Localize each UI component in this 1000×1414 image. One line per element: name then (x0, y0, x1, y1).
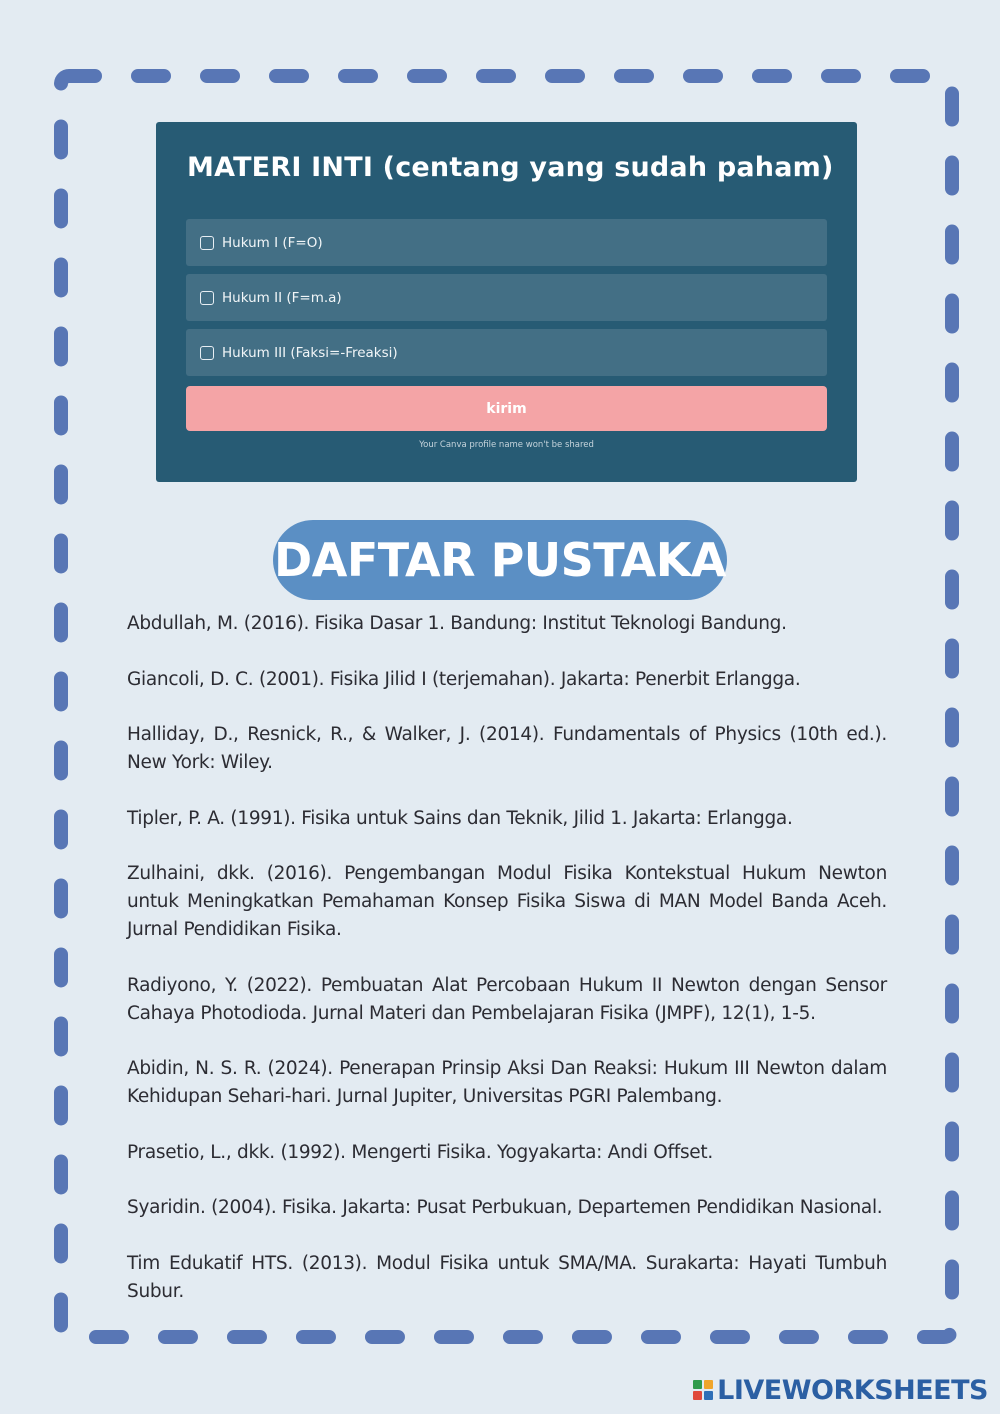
reference-item: Tipler, P. A. (1991). Fisika untuk Sains dan Teknik, Jilid 1. Jakarta: Erlangga. (127, 807, 793, 829)
reference-item: Prasetio, L., dkk. (1992). Mengerti Fisika. Yogyakarta: Andi Offset. (127, 1141, 713, 1163)
reference-item: Radiyono, Y. (2022). Pembuatan Alat Percobaan Hukum II Newton dengan Sensor Cahaya Photodioda. Jurnal Materi dan Pembelajaran Fisika (JMPF), 12(1), 1-5. (127, 974, 887, 1024)
option-hukum-2[interactable] (186, 274, 827, 321)
reference-item: Syaridin. (2004). Fisika. Jakarta: Pusat Perbukuan, Departemen Pendidikan Nasional. (127, 1197, 883, 1218)
brand-name: LIVEWORKSHEETS (717, 1374, 988, 1406)
option-hukum-1[interactable] (186, 219, 827, 266)
checkbox[interactable] (200, 291, 214, 305)
submit-button[interactable]: kirim (186, 386, 827, 431)
liveworksheets-logo[interactable] (693, 1376, 988, 1404)
option-label: Hukum II (F=m.a) (222, 289, 342, 306)
checkbox[interactable] (200, 346, 214, 360)
form-title: MATERI INTI (centang yang sudah paham) (187, 152, 834, 183)
reference-item: Zulhaini, dkk. (2016). Pengembangan Modul Fisika Kontekstual Hukum Newton untuk Meningkatkan Pemahaman Konsep Fisika Siswa di MAN Model Banda Aceh. Jurnal Pendidikan Fisika. (127, 863, 887, 940)
option-hukum-3[interactable] (186, 329, 827, 376)
option-label: Hukum III (Faksi=-Freaksi) (222, 344, 398, 361)
materi-inti-form (156, 122, 857, 482)
privacy-note: Your Canva profile name won't be shared (419, 440, 594, 450)
liveworksheets-logo-icon (693, 1380, 713, 1400)
checkbox[interactable] (200, 236, 214, 250)
reference-item: Abidin, N. S. R. (2024). Penerapan Prinsip Aksi Dan Reaksi: Hukum III Newton dalam Kehidupan Sehari-hari. Jurnal Jupiter, Universitas PGRI Palembang. (127, 1058, 887, 1107)
reference-list (127, 610, 887, 1333)
option-label: Hukum I (F=O) (222, 234, 323, 251)
reference-item: Abdullah, M. (2016). Fisika Dasar 1. Bandung: Institut Teknologi Bandung. (127, 613, 787, 634)
reference-item: Giancoli, D. C. (2001). Fisika Jilid I (terjemahan). Jakarta: Penerbit Erlangga. (127, 668, 801, 690)
reference-item: Tim Edukatif HTS. (2013). Modul Fisika untuk SMA/MA. Surakarta: Hayati Tumbuh Subur. (127, 1252, 887, 1302)
reference-item: Halliday, D., Resnick, R., & Walker, J. (2014). Fundamentals of Physics (10th ed.). New York: Wiley. (127, 724, 887, 773)
daftar-pustaka-heading: DAFTAR PUSTAKA (273, 520, 727, 600)
